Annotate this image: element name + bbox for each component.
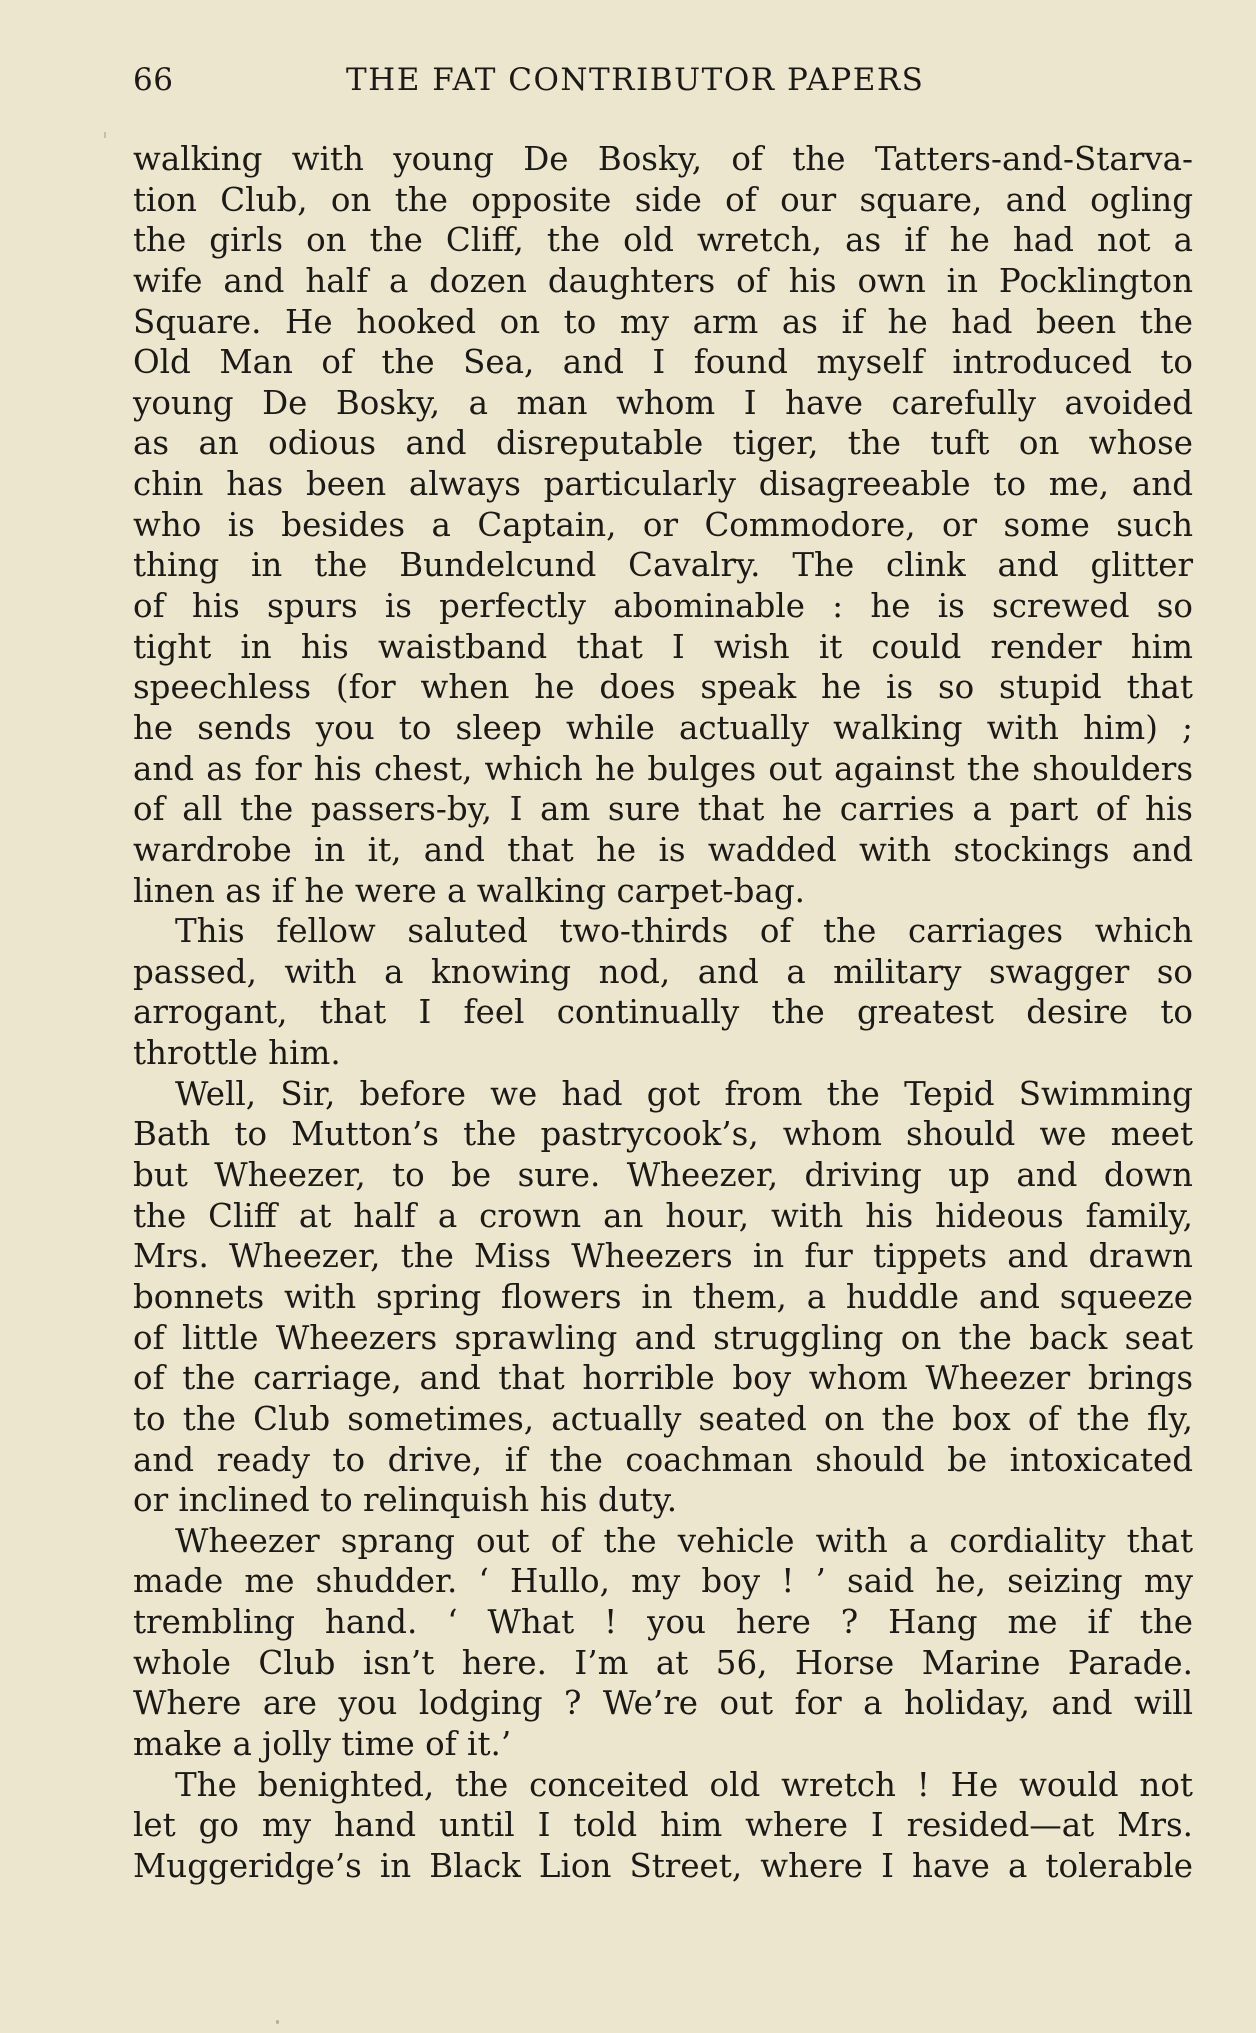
text-line: or inclined to relinquish his duty. <box>133 1481 678 1520</box>
text-line: The benighted, the conceited old wretch ! He would not <box>175 1765 1193 1804</box>
text-line: but Wheezer, to be sure. Wheezer, driving up and down <box>133 1156 1193 1195</box>
text-line: tight in his waistband that I wish it could render him <box>133 627 1193 666</box>
text-line: of the carriage, and that horrible boy whom Wheezer brings <box>133 1359 1193 1398</box>
text-line: passed, with a knowing nod, and a military swagger so <box>133 952 1193 991</box>
page-number: 66 <box>133 62 174 98</box>
text-line: young De Bosky, a man whom I have carefully avoided <box>133 383 1193 422</box>
text-line: arrogant, that I feel continually the greatest desire to <box>133 993 1193 1032</box>
text-line: Well, Sir, before we had got from the Tepid Swimming <box>175 1074 1193 1113</box>
text-line: the Cliff at half a crown an hour, with his hideous family, <box>133 1196 1193 1235</box>
text-line: to the Club sometimes, actually seated on the box of the fly, <box>133 1399 1193 1438</box>
text-line: he sends you to sleep while actually walking with him) ; <box>133 708 1193 747</box>
text-line: trembling hand. ‘ What ! you here ? Hang me if the <box>133 1603 1193 1642</box>
text-line: who is besides a Captain, or Commodore, or some such <box>133 505 1193 544</box>
text-line: linen as if he were a walking carpet-bag. <box>133 871 805 910</box>
text-line: walking with young De Bosky, of the Tatters-and-Starva- <box>133 140 1193 178</box>
text-line: speechless (for when he does speak he is so stupid that <box>133 668 1193 707</box>
running-title: THE FAT CONTRIBUTOR PAPERS <box>346 62 925 98</box>
margin-speck <box>104 132 106 138</box>
text-line: of little Wheezers sprawling and struggling on the back seat <box>133 1318 1193 1357</box>
text-line: bonnets with spring flowers in them, a huddle and squeeze <box>133 1277 1193 1316</box>
text-line: This fellow saluted two-thirds of the carriages which <box>175 912 1193 951</box>
text-line: whole Club isn’t here. I’m at 56, Horse Marine Parade. <box>133 1643 1193 1682</box>
running-head <box>133 62 1193 110</box>
text-line: throttle him. <box>133 1034 341 1073</box>
text-line: Where are you lodging ? We’re out for a holiday, and will <box>133 1684 1193 1723</box>
text-line: tion Club, on the opposite side of our square, and ogling <box>133 180 1193 219</box>
text-line: thing in the Bundelcund Cavalry. The clink and glitter <box>133 546 1193 585</box>
text-line: of all the passers-by, I am sure that he carries a part of his <box>133 790 1193 829</box>
text-line: of his spurs is perfectly abominable : he is screwed so <box>133 587 1193 626</box>
text-line: Square. He hooked on to my arm as if he had been the <box>133 302 1193 341</box>
text-line: Mrs. Wheezer, the Miss Wheezers in fur tippets and drawn <box>133 1237 1193 1276</box>
text-line: Wheezer sprang out of the vehicle with a cordiality that <box>175 1521 1193 1560</box>
text-line: as an odious and disreputable tiger, the tuft on whose <box>133 424 1193 463</box>
text-line: make a jolly time of it.’ <box>133 1724 512 1763</box>
text-line: and as for his chest, which he bulges out against the shoulders <box>133 749 1193 788</box>
text-line: and ready to drive, if the coachman should be intoxicated <box>133 1440 1193 1479</box>
text-line: chin has been always particularly disagreeable to me, and <box>133 465 1193 504</box>
text-line: Muggeridge’s in Black Lion Street, where I have a tolerable <box>133 1846 1193 1885</box>
text-line: the girls on the Cliff, the old wretch, as if he had not a <box>133 221 1193 260</box>
text-line: Old Man of the Sea, and I found myself introduced to <box>133 343 1193 382</box>
text-line: Bath to Mutton’s the pastrycook’s, whom should we meet <box>133 1115 1193 1154</box>
paper-speck <box>276 2020 279 2024</box>
text-line: wife and half a dozen daughters of his own in Pocklington <box>133 261 1193 300</box>
text-line: let go my hand until I told him where I resided—at Mrs. <box>133 1806 1193 1845</box>
body-text <box>133 139 1193 1887</box>
text-line: wardrobe in it, and that he is wadded with stockings and <box>133 830 1193 869</box>
text-line: made me shudder. ‘ Hullo, my boy ! ’ said he, seizing my <box>133 1562 1193 1601</box>
